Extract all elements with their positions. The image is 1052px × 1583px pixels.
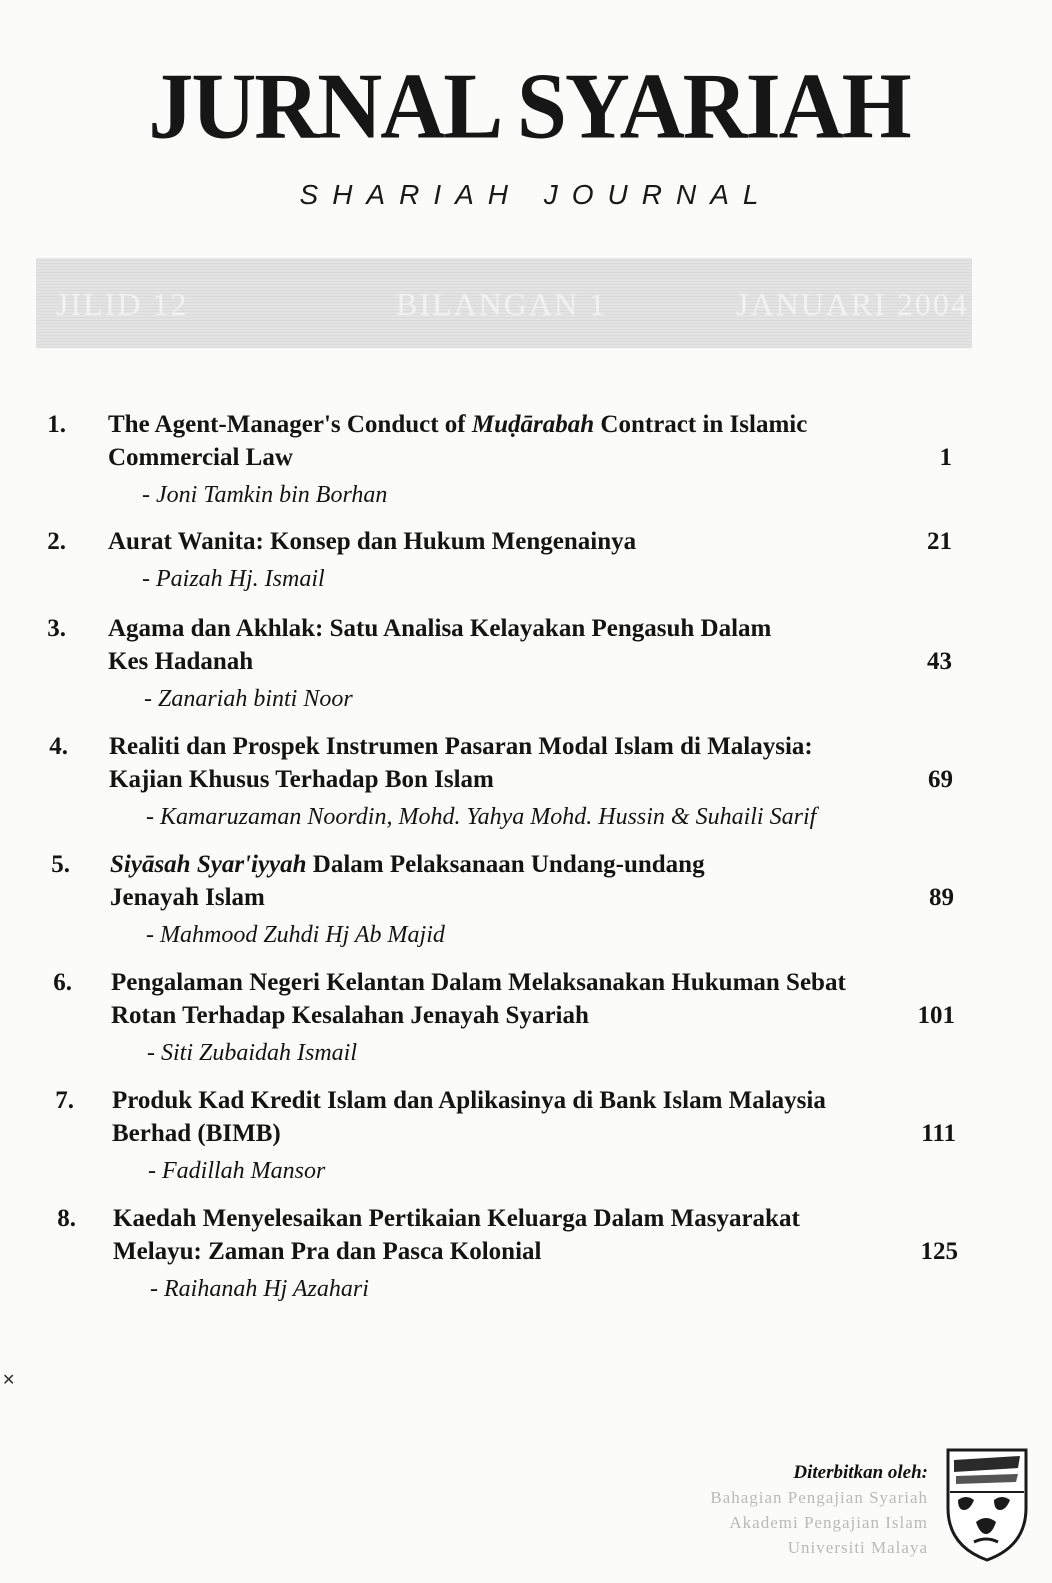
toc-entry-page: 43 — [927, 648, 952, 675]
toc-entry-number: 3. — [47, 615, 66, 642]
toc-title-line: Aurat Wanita: Konsep dan Hukum Mengenainya — [108, 528, 637, 555]
toc-title-line: Jenayah Islam — [110, 884, 265, 911]
toc-entry-page: 21 — [927, 528, 952, 555]
toc-title-line: The Agent-Manager's Conduct of Muḍārabah Contract in Islamic — [108, 411, 808, 438]
volume-date: JANUARI 2004 — [736, 286, 969, 322]
publisher-label: Diterbitkan oleh: — [793, 1462, 928, 1483]
toc-entry-title — [112, 1084, 826, 1150]
toc-entry-number: 1. — [47, 411, 66, 438]
toc-title-line: Berhad (BIMB) — [112, 1120, 281, 1147]
toc-title-line: Siyāsah Syar'iyyah Dalam Pelaksanaan Undang-undang — [110, 851, 705, 878]
toc-entry-author: - Paizah Hj. Ismail — [142, 566, 325, 592]
volume-band — [36, 258, 972, 348]
masthead — [0, 54, 1052, 159]
toc-entry-title — [110, 848, 705, 914]
toc-title-line: Rotan Terhadap Kesalahan Jenayah Syariah — [111, 1002, 589, 1029]
toc-entry-author: - Zanariah binti Noor — [144, 686, 353, 712]
toc-entry-number: 4. — [49, 733, 68, 760]
toc-title-line: Commercial Law — [108, 444, 293, 471]
toc-entry-title — [108, 612, 771, 678]
toc-title-line: Kes Hadanah — [108, 648, 254, 675]
toc-entry-number: 5. — [51, 851, 70, 878]
toc-entry-author: - Raihanah Hj Azahari — [150, 1276, 369, 1302]
toc-title-italic-term: Siyāsah Syar'iyyah — [110, 851, 307, 878]
toc-title-line: Produk Kad Kredit Islam dan Aplikasinya di Bank Islam Malaysia — [112, 1087, 826, 1114]
toc-entry-number: 7. — [55, 1087, 74, 1114]
publisher-block — [710, 1460, 928, 1560]
toc-entry-number: 2. — [47, 528, 66, 555]
toc-title-line: Pengalaman Negeri Kelantan Dalam Melaksanakan Hukuman Sebat — [111, 969, 846, 996]
toc-entry-number: 6. — [53, 969, 72, 996]
toc-entry-author: - Kamaruzaman Noordin, Mohd. Yahya Mohd. Hussin & Suhaili Sarif — [146, 804, 817, 830]
toc-title-italic-term: Muḍārabah — [471, 411, 595, 438]
toc-title-line: Agama dan Akhlak: Satu Analisa Kelayakan Pengasuh Dalam — [108, 615, 772, 642]
toc-title-line: Kajian Khusus Terhadap Bon Islam — [109, 766, 494, 793]
toc-entry-author: - Mahmood Zuhdi Hj Ab Majid — [146, 922, 445, 948]
publisher-line: Universiti Malaya — [787, 1538, 928, 1557]
toc-entry-number: 8. — [57, 1205, 76, 1232]
toc-entry-page: 125 — [920, 1238, 958, 1265]
toc-entry-author: - Siti Zubaidah Ismail — [147, 1040, 358, 1066]
toc-entry-title — [111, 966, 846, 1032]
toc-entry-page: 111 — [921, 1120, 956, 1147]
toc-entry-page: 1 — [939, 444, 952, 471]
toc-entry-title — [108, 525, 636, 558]
journal-title: JURNAL SYARIAH — [148, 54, 910, 159]
toc-entry-author: - Fadillah Mansor — [148, 1158, 326, 1184]
toc-entry-author: - Joni Tamkin bin Borhan — [142, 482, 388, 508]
publisher-line: Akademi Pengajian Islam — [729, 1513, 928, 1532]
volume-bilangan: BILANGAN 1 — [396, 286, 608, 322]
toc-entry-page: 69 — [928, 766, 953, 793]
toc-title-line: Realiti dan Prospek Instrumen Pasaran Modal Islam di Malaysia: — [109, 733, 813, 760]
toc-entry-title — [108, 408, 807, 474]
volume-jilid: JILID 12 — [56, 286, 189, 322]
toc-entry-page: 101 — [917, 1002, 955, 1029]
toc-entry-title — [113, 1202, 800, 1268]
toc-title-line: Kaedah Menyelesaikan Pertikaian Keluarga Dalam Masyarakat — [113, 1205, 800, 1232]
toc-entry-page: 89 — [929, 884, 954, 911]
scan-mark: ✕ — [2, 1372, 16, 1389]
publisher-line: Bahagian Pengajian Syariah — [710, 1488, 928, 1507]
toc-entry-title — [109, 730, 813, 796]
university-crest-icon — [944, 1446, 1030, 1564]
journal-subtitle: SHARIAH JOURNAL — [299, 179, 773, 210]
toc-title-line: Melayu: Zaman Pra dan Pasca Kolonial — [113, 1238, 542, 1265]
